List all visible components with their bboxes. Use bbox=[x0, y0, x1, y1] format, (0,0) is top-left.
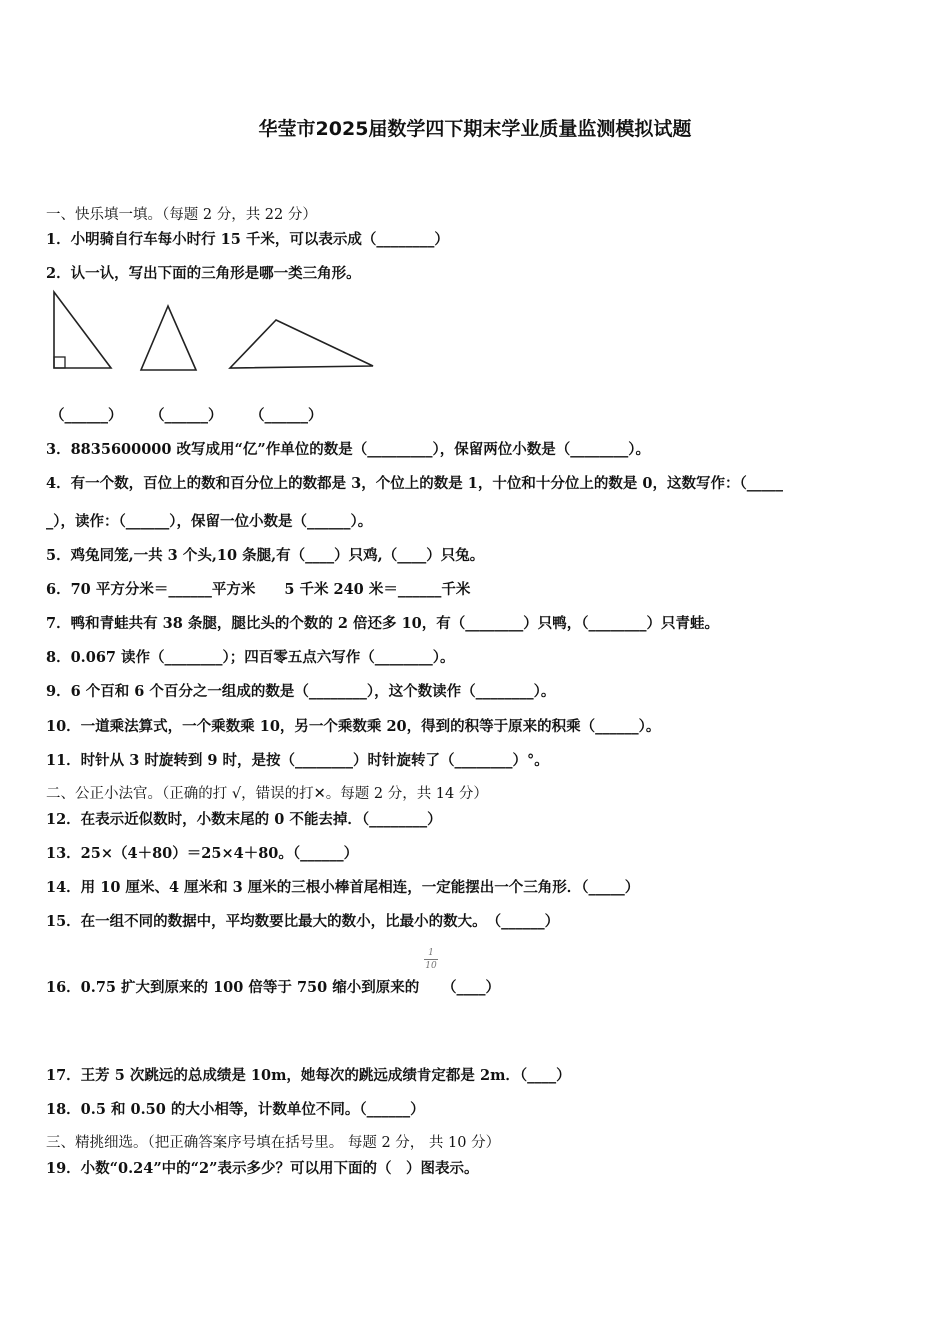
question-16-blank: （____） bbox=[442, 979, 500, 996]
question-5: 5．鸡兔同笼,一共 3 个头,10 条腿,有（____）只鸡,（____）只兔。 bbox=[46, 547, 485, 564]
question-13: 13．25×（4＋80）＝25×4＋80。（______） bbox=[46, 845, 359, 862]
question-12: 12．在表示近似数时，小数末尾的 0 不能去掉．（________） bbox=[46, 811, 442, 828]
question-3: 3．8835600000 改写成用“亿”作单位的数是（_________），保留两位小数是（________）。 bbox=[46, 441, 650, 458]
question-6: 6．70 平方分米＝______平方米 5 千米 240 米＝______千米 bbox=[46, 581, 471, 598]
question-10: 10．一道乘法算式，一个乘数乘 10，另一个乘数乘 20，得到的积等于原来的积乘（______）。 bbox=[46, 718, 661, 735]
question-2: 2．认一认，写出下面的三角形是哪一类三角形。 bbox=[46, 265, 361, 282]
page-title: 华莹市2025届数学四下期末学业质量监测模拟试题 bbox=[258, 118, 692, 140]
fraction-denominator: 10 bbox=[425, 961, 437, 971]
question-7: 7．鸭和青蛙共有 38 条腿，腿比头的个数的 2 倍还多 10，有（________）只鸭，（________）只青蛙。 bbox=[46, 615, 720, 632]
section-heading-3: 三、精挑细选。（把正确答案序号填在括号里。 每题 2 分， 共 10 分） bbox=[46, 1135, 501, 1151]
question-4-line-1: 4．有一个数，百位上的数和百分位上的数都是 3，个位上的数是 1，十位和十分位上的数是 0，这数写作：（_____ bbox=[46, 475, 783, 492]
triangles-figure bbox=[46, 288, 386, 378]
obtuse-triangle bbox=[230, 320, 373, 368]
question-16: 16．0.75 扩大到原来的 100 倍等于 750 缩小到原来的 bbox=[46, 979, 420, 996]
section-heading-1: 一、快乐填一填。（每题 2 分，共 22 分） bbox=[46, 207, 317, 223]
triangle-blank-3: （______） bbox=[250, 407, 323, 424]
question-17: 17．王芳 5 次跳远的总成绩是 10m，她每次的跳远成绩肯定都是 2m．（____） bbox=[46, 1067, 571, 1084]
question-15: 15．在一组不同的数据中，平均数要比最大的数小，比最小的数大。 （______） bbox=[46, 913, 560, 930]
question-11: 11．时针从 3 时旋转到 9 时，是按（________）时针旋转了（________）°。 bbox=[46, 752, 549, 769]
question-9: 9．6 个百和 6 个百分之一组成的数是（________），这个数读作（________）。 bbox=[46, 683, 556, 700]
section-heading-2: 二、公正小法官。（正确的打 √，错误的打✕。每题 2 分，共 14 分） bbox=[46, 786, 488, 802]
triangle-blank-1: （______） bbox=[50, 407, 123, 424]
fraction-numerator: 1 bbox=[428, 948, 434, 958]
question-1: 1．小明骑自行车每小时行 15 千米，可以表示成（________） bbox=[46, 231, 449, 248]
question-8: 8．0.067 读作（________）；四百零五点六写作（________）。 bbox=[46, 649, 455, 666]
acute-triangle bbox=[141, 306, 196, 370]
question-19: 19．小数“0.24”中的“2”表示多少？可以用下面的（ ）图表示。 bbox=[46, 1160, 479, 1177]
right-angle-mark bbox=[54, 357, 65, 368]
question-18: 18．0.5 和 0.50 的大小相等，计数单位不同。（______） bbox=[46, 1101, 425, 1118]
fraction-one-tenth bbox=[424, 948, 438, 971]
question-14: 14．用 10 厘米、4 厘米和 3 厘米的三根小棒首尾相连，一定能摆出一个三角形．（_____） bbox=[46, 879, 640, 896]
question-4-line-2: _），读作：（______），保留一位小数是（______）。 bbox=[46, 513, 373, 530]
triangle-blank-2: （______） bbox=[150, 407, 223, 424]
